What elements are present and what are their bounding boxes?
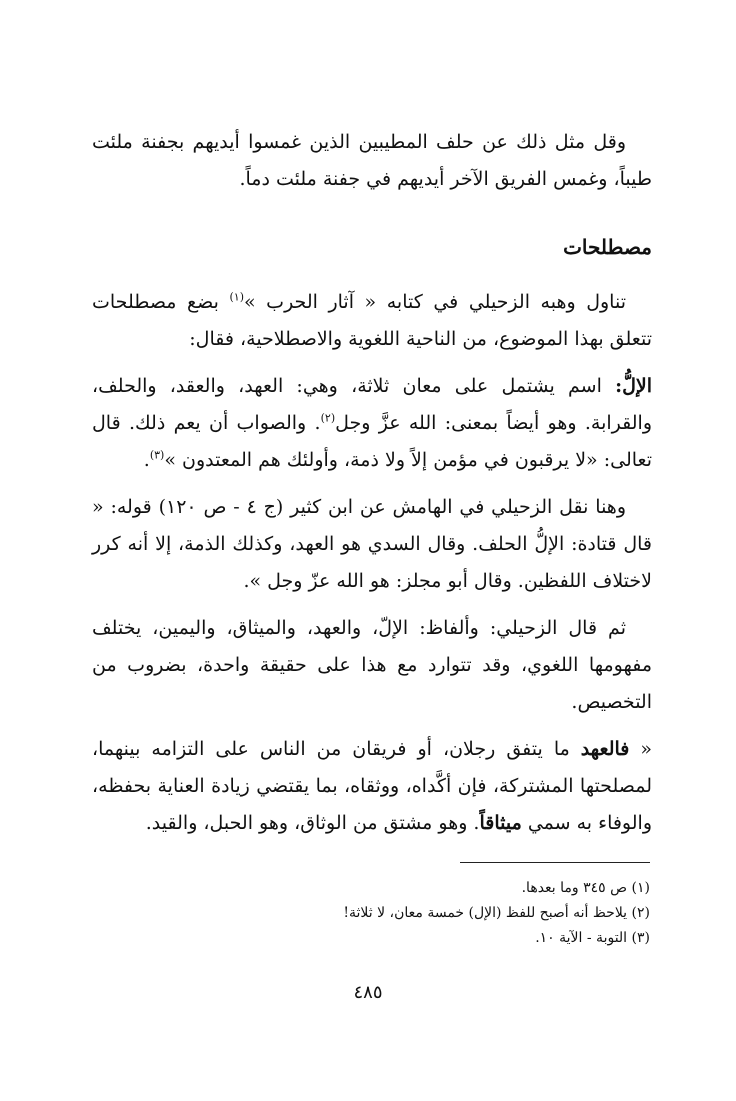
footnote-ref-2[interactable]: (٢) — [320, 411, 336, 425]
footnotes — [250, 876, 650, 951]
paragraph-terms-intro-text-a: تناول وهبه الزحيلي في كتابه « آثار الحرب » — [244, 291, 626, 313]
footnote-divider — [460, 862, 650, 863]
paragraph-terms-distinction-text: ثم قال الزحيلي: وألفاظ: الإلّ، والعهد، والميثاق، واليمين، يختلف مفهومها اللغوي، وقد تتوارد مع هذا على حقيقة واحدة، بضروب من التخصيص. — [92, 617, 652, 713]
paragraph-ibn-kathir-text: وهنا نقل الزحيلي في الهامش عن ابن كثير (ج ٤ - ص ١٢٠) قوله: « قال قتادة: الإلُّ الحلف. وقال السدي هو العهد، وكذلك الذمة، إلا أنه كرر لاختلاف اللفظين. وقال أبو مجلز: هو الله عزّ وجل ». — [92, 496, 652, 592]
footnote-2: (٢) يلاحظ أنه أصبح للفظ (الإل) خمسة معان، لا ثلاثة! — [343, 905, 650, 921]
paragraph-ibn-kathir-quote — [92, 489, 652, 600]
paragraph-intro — [92, 124, 652, 198]
paragraph-terms-intro — [92, 284, 652, 358]
paragraph-ill-text-a: اسم يشتمل على معان ثلاثة، وهي: العهد، والعقد، والحلف، والقرابة. وهو أيضاً بمعنى: الله عزَّ وجل — [92, 375, 653, 434]
footnote-ref-1[interactable]: (١) — [229, 290, 244, 304]
paragraph-intro-text: وقل مثل ذلك عن حلف المطيبين الذين غمسوا أيديهم بجفنة ملئت طيباً، وغمس الفريق الآخر أيديهم في جفنة ملئت دماً. — [92, 131, 652, 190]
paragraph-covenant-text-a: ما يتفق رجلان، أو فريقان من الناس على التزامه بينهما، لمصلحتها المشتركة، فإن أكَّداه، ووثقاه، بما يقتضي زيادة العناية بحفظه، والوفاء به سمي — [92, 738, 652, 834]
quote-open-mark: « — [629, 738, 652, 760]
paragraph-ill-text-c: . — [143, 449, 150, 471]
paragraph-ill-definition — [92, 368, 652, 479]
footnote-1: (١) ص ٣٤٥ وما بعدها. — [521, 880, 650, 896]
term-ill: الإلُّ: — [615, 375, 652, 397]
paragraph-ill-text-b: . والصواب أن يعم ذلك. قال تعالى: «لا يرقبون في مؤمن إلاً ولا ذمة، وأولئك هم المعتدون » — [92, 412, 652, 471]
term-ahd: فالعهد — [580, 738, 630, 760]
footnote-ref-3[interactable]: (٣) — [149, 448, 165, 462]
section-heading: مصطلحات — [563, 235, 652, 259]
paragraph-terms-distinction — [92, 610, 652, 721]
page-number: ٤٨٥ — [353, 982, 383, 1003]
paragraph-covenant-text-b: . وهو مشتق من الوثاق، وهو الحبل، والقيد. — [145, 812, 480, 834]
term-mithaq: ميثاقاً — [479, 812, 522, 834]
footnote-3: (٣) التوبة - الآية ١٠. — [535, 930, 650, 946]
page-body — [92, 124, 652, 852]
paragraph-covenant-definition — [92, 731, 652, 842]
paragraph-terms-intro-text-b: بضع مصطلحات تتعلق بهذا الموضوع، من الناحية اللغوية والاصطلاحية، فقال: — [92, 291, 652, 350]
